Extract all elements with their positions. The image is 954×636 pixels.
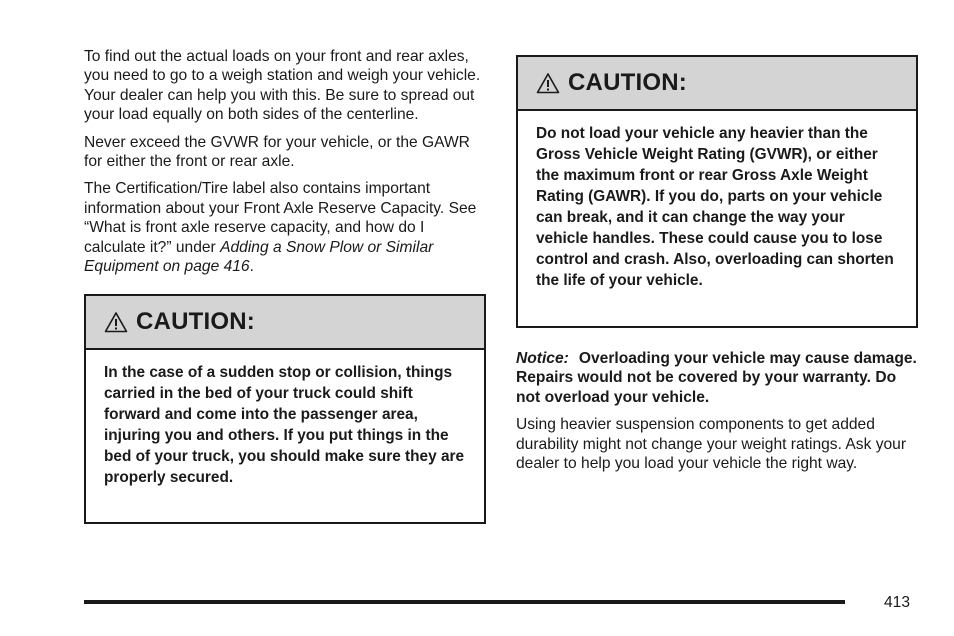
caution-body-text: In the case of a sudden stop or collision, things carried in the bed of your truck could shift forward and come into the passenger area, injuring you and others. If you put things in the bed of your truck, you should make sure they are properly secured. (104, 364, 465, 487)
paragraph-certification-end: . (249, 258, 254, 276)
caution-box-truck-bed (84, 294, 486, 524)
warning-triangle-icon (536, 72, 560, 94)
paragraph-certification-text: The Certification/Tire label also contains important information about your Front Axle Reserve Capacity. See “What is front axle reserve capacity, and how do I calculate it?” under (84, 180, 477, 256)
warning-triangle-icon (104, 311, 128, 333)
caution-header (518, 57, 916, 111)
caution-title: CAUTION: (568, 69, 687, 96)
caution-box-overload (516, 55, 918, 328)
paragraph-gvwr: Never exceed the GVWR for your vehicle, or the GAWR for either the front or rear axle. (84, 133, 470, 171)
page-number: 413 (884, 594, 911, 611)
caution-header (86, 296, 484, 350)
notice-label: Notice: (516, 350, 569, 367)
paragraph-suspension: Using heavier suspension components to get added durability might not change your weight ratings. Ask your dealer to help you load your vehicle the right way. (516, 416, 907, 473)
caution-title: CAUTION: (136, 308, 255, 336)
notice-paragraph (516, 349, 918, 407)
right-column (516, 55, 918, 481)
paragraph-weigh-station: To find out the actual loads on your front and rear axles, you need to go to a weigh station and weigh your vehicle. Your dealer can help you with this. Be sure to spread out your load equally on both sides of the centerline. (84, 48, 481, 124)
left-column (84, 47, 486, 524)
footer-divider (84, 600, 845, 604)
cross-reference-link: Adding a Snow Plow or Similar Equipment on page 416 (84, 238, 434, 276)
caution-body-text: Do not load your vehicle any heavier than the Gross Vehicle Weight Rating (GVWR), or either the maximum front or rear Gross Axle Weight Rating (GAWR). If you do, parts on your vehicle can break, and it can change the way your vehicle handles. These could cause you to lose control and crash. Also, overloading can shorten the life of your vehicle. (536, 125, 894, 289)
paragraph-certification-label (84, 179, 486, 276)
notice-text: Overloading your vehicle may cause damage. Repairs would not be covered by your warranty. Do not overload your vehicle. (516, 350, 917, 406)
